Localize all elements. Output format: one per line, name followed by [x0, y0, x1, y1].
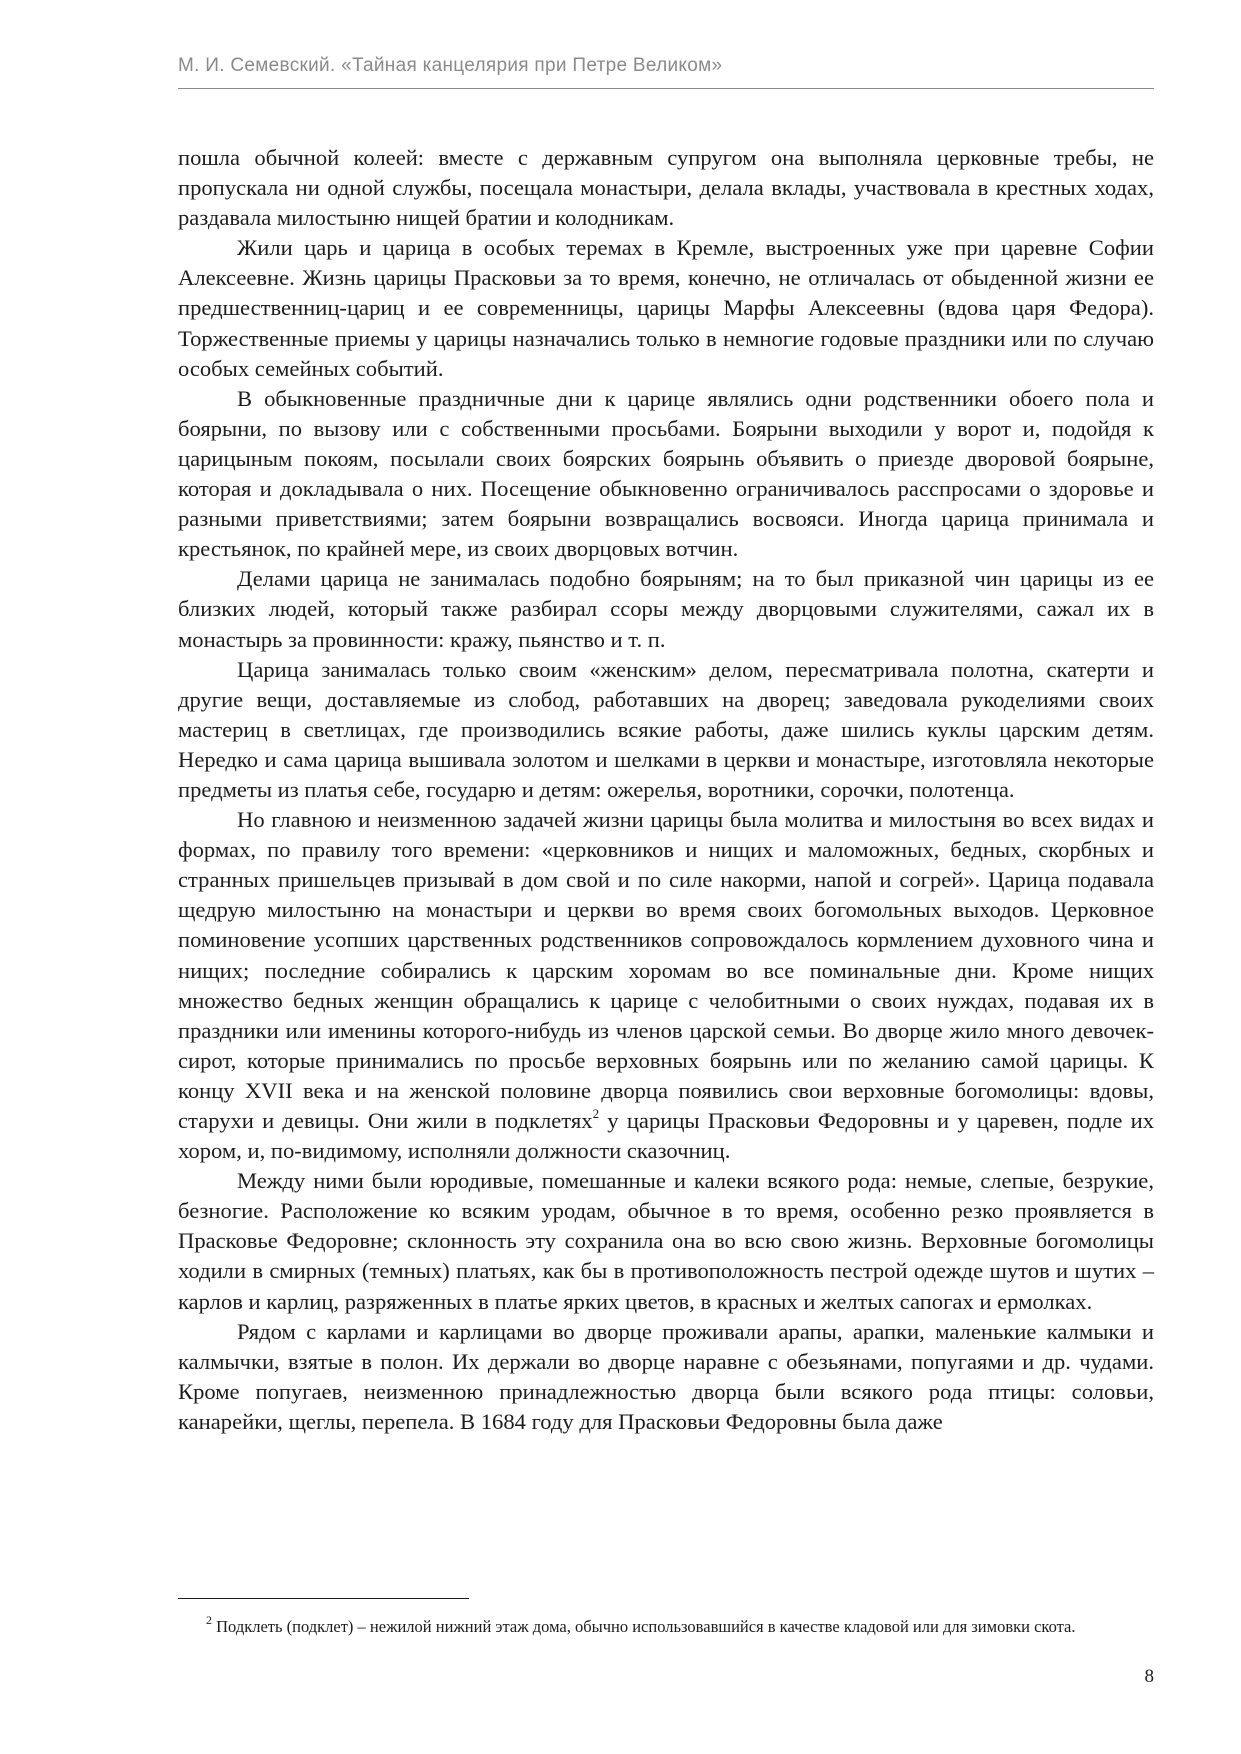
paragraph-8: Рядом с карлами и карлицами во дворце проживали арапы, арапки, маленькие калмыки и калмычки, взятые в полон. Их держали во дворце наравне с обезьянами, попугаями и др. чудами. Кроме попугаев, неизменною принадлежностью дворца были всякого рода птицы: соловьи, канарейки, щеглы, перепела. В 1684 году для Прасковьи Федоровны была даже: [178, 1318, 1154, 1434]
header-rule: [178, 88, 1154, 89]
paragraph-3: В обыкновенные праздничные дни к царице являлись одни родственники обоего пола и боярыни, по вызову или с собственными просьбами. Боярыни выходили у ворот и, подойдя к царицыным покоям, посылали своих боярских боярынь объявить о приезде дворовой боярыне, которая и докладывала о них. Посещение обыкновенно ограничивалось расспросами о здоровье и разными приветствиями; затем боярыни возвращались восвояси. Иногда царица принимала и крестьянок, по крайней мере, из своих дворцовых вотчин.: [178, 385, 1154, 562]
footnote-reference[interactable]: 2: [592, 1106, 600, 1122]
running-header: М. И. Семевский. «Тайная канцелярия при Петре Великом»: [178, 55, 723, 76]
paragraph-2: Жили царь и царица в особых теремах в Кремле, выстроенных уже при царевне Софии Алексеевне. Жизнь царицы Прасковьи за то время, конечно, не отличалась от обыденной жизни ее предшественниц-цариц и ее современницы, царицы Марфы Алексеевны (вдова царя Федора). Торжественные приемы у царицы назначались только в немногие годовые праздники или по случаю особых семейных событий.: [178, 235, 1154, 381]
paragraph-5: Царица занималась только своим «женским» делом, пересматривала полотна, скатерти и другие вещи, доставляемые из слобод, работавших на дворец; заведовала рукоделиями своих мастериц в светлицах, где производились всякие работы, даже шились куклы царским детям. Нередко и сама царица вышивала золотом и шелками в церкви и монастыре, изготовляла некоторые предметы из платья себе, государю и детям: ожерелья, воротники, сорочки, полотенца.: [178, 656, 1154, 802]
main-text: [178, 143, 1154, 1437]
footnote-text: Подклеть (подклет) – нежилой нижний этаж дома, обычно использовавшийся в качестве кладовой или для зимовки скота.: [216, 1617, 1076, 1636]
paragraph-1: пошла обычной колеей: вместе с державным супругом она выполняла церковные требы, не пропускала ни одной службы, посещала монастыри, делала вклады, участвовала в крестных ходах, раздавала милостыню нищей братии и колодникам.: [178, 145, 1154, 231]
paragraph-6-part-1: Но главною и неизменною задачей жизни царицы была молитва и милостыня во всех видах и формах, по правилу того времени: «церковников и нищих и маломожных, бедных, скорбных и странных пришельцев призывай в дом свой и по силе накорми, напой и согрей». Царица подавала щедрую милостыню на монастыри и церкви во время своих богомольных выходов. Церковное поминовение усопших царственных родственников сопровождалось кормлением духовного чина и нищих; последние собирались к царским хоромам во все поминальные дни. Кроме нищих множество бедных женщин обращались к царице с челобитными о своих нуждах, подавая их в праздники или именины которого-нибудь из членов царской семьи. Во дворце жило много девочек-сирот, которые принимались по просьбе верховных боярынь или по желанию самой царицы. К концу XVII века и на женской половине дворца появились свои верховные богомолицы: вдовы, старухи и девицы. Они жили в подклетях: [178, 807, 1154, 1133]
footnote-text-block: [178, 1612, 1154, 1638]
page-number: 8: [1144, 1666, 1154, 1687]
paragraph-7: Между ними были юродивые, помешанные и калеки всякого рода: немые, слепые, безрукие, безногие. Расположение ко всяким уродам, обычное в то время, особенно резко проявляется в Прасковье Федоровне; склонность эту сохранила она во всю свою жизнь. Верховные богомолицы ходили в смирных (темных) платьях, как бы в противоположность пестрой одежде шутов и шутих – карлов и карлиц, разряженных в платье ярких цветов, в красных и желтых сапогах и ермолках.: [178, 1168, 1154, 1314]
paragraph-6-part-2: у царицы Прасковьи Федоровны и у царевен, подле их хором, и, по-видимому, исполняли должности сказочниц.: [178, 1108, 1155, 1164]
paragraph-4: Делами царица не занималась подобно боярыням; на то был приказной чин царицы из ее близких людей, который также разбирал ссоры между дворцовыми служителями, сажал их в монастырь за провинности: кражу, пьянство и т. п.: [178, 566, 1154, 652]
footnote: [178, 1612, 1154, 1638]
footnote-separator: [178, 1598, 469, 1599]
footnote-marker: 2: [206, 1612, 212, 1627]
paragraph-6: [178, 805, 1154, 1166]
